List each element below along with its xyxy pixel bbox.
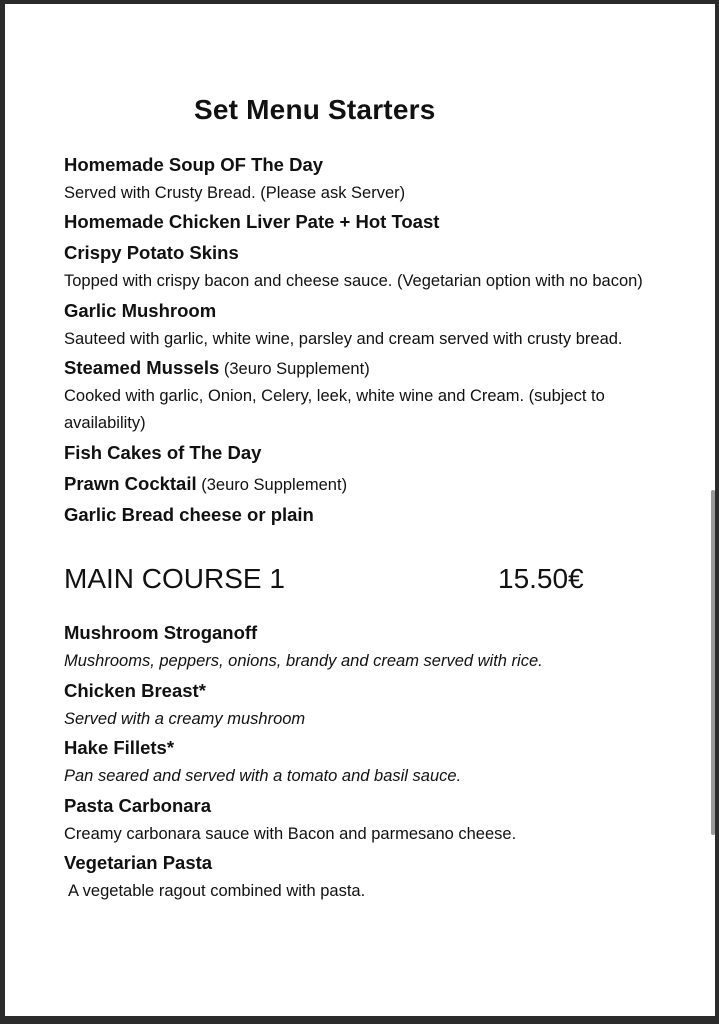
supplement-note: (3euro Supplement)	[201, 476, 348, 494]
main-dish-name: Pasta Carbonara	[64, 795, 212, 816]
main-dish-name: Mushroom Stroganoff	[64, 622, 258, 643]
vertical-scrollbar[interactable]	[711, 490, 715, 835]
starter-name: Fish Cakes of The Day	[64, 442, 262, 463]
main-dish-name: Chicken Breast*	[64, 680, 206, 701]
main-dish-description: Creamy carbonara sauce with Bacon and parmesano cheese.	[64, 825, 517, 843]
starter-description: Sauteed with garlic, white wine, parsley and cream served with crusty bread.	[64, 330, 623, 348]
starter-name: Steamed Mussels	[64, 357, 220, 378]
main-course-title: MAIN COURSE 1	[64, 563, 285, 594]
starter-name: Homemade Chicken Liver Pate + Hot Toast	[64, 211, 440, 232]
starter-description: Topped with crispy bacon and cheese sauce. (Vegetarian option with no bacon)	[64, 272, 643, 290]
main-course-price: 15.50€	[498, 563, 584, 594]
starter-description: Cooked with garlic, Onion, Celery, leek, white wine and Cream. (subject to	[64, 387, 605, 405]
starter-name: Garlic Mushroom	[64, 300, 217, 321]
main-dish-description: Pan seared and served with a tomato and basil sauce.	[64, 767, 462, 785]
main-dish-name: Vegetarian Pasta	[64, 852, 213, 873]
supplement-note: (3euro Supplement)	[223, 360, 370, 378]
main-dish-description: A vegetable ragout combined with pasta.	[68, 882, 366, 900]
starter-name: Homemade Soup OF The Day	[64, 154, 324, 175]
main-dish-name: Hake Fillets*	[64, 737, 175, 758]
main-dish-description: Mushrooms, peppers, onions, brandy and cream served with rice.	[64, 652, 543, 670]
starter-name: Garlic Bread cheese or plain	[64, 504, 314, 525]
starter-name: Crispy Potato Skins	[64, 242, 239, 263]
starter-description: availability)	[64, 414, 146, 432]
starter-description: Served with Crusty Bread. (Please ask Server)	[64, 184, 406, 202]
main-dish-description: Served with a creamy mushroom	[64, 710, 306, 728]
starter-name-line	[64, 473, 347, 495]
starter-name-line	[64, 357, 370, 379]
starters-heading: Set Menu Starters	[194, 94, 436, 125]
starter-name: Prawn Cocktail	[64, 473, 197, 494]
menu-page	[5, 4, 715, 1016]
